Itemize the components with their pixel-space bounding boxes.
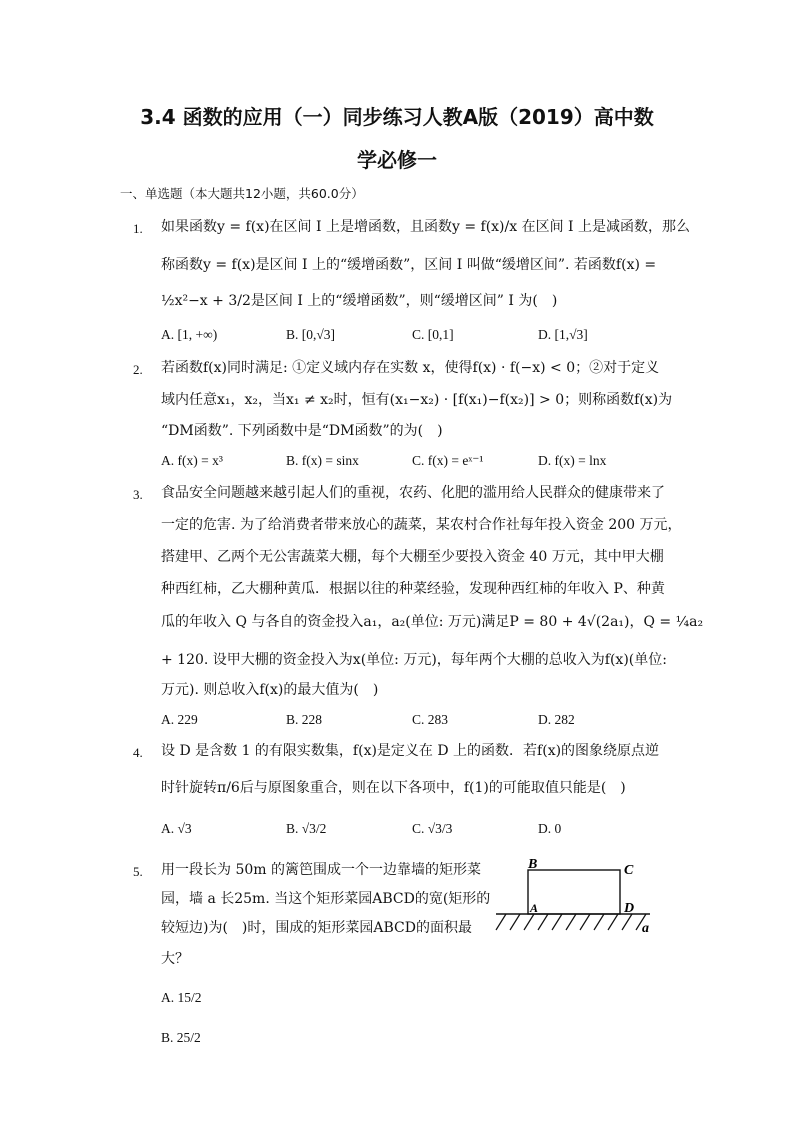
q3-line: 万元). 则总收入f(x)的最大值为( ) [161,682,379,698]
q4-line1: 设 D 是含数 1 的有限实数集，f(x)是定义在 D 上的函数．若f(x)的图象绕原点逆 [161,743,660,759]
q4-option-d[interactable]: D. 0 [538,821,562,836]
label-a: A [530,901,539,915]
q4-option-a[interactable]: A. √3 [161,821,192,836]
q3-line: 食品安全问题越来越引起人们的重视，农药、化肥的滥用给人民群众的健康带来了 [161,485,665,501]
q2-option-a[interactable]: A. f(x) = x³ [161,453,223,468]
q5-option-b[interactable]: B. 25/2 [161,1030,201,1045]
q1-option-c[interactable]: C. [0,1] [412,327,454,342]
q5-line: 园，墙 a 长25m. 当这个矩形菜园ABCD的宽(矩形的 [161,891,491,907]
label-wall-a: a [642,921,649,936]
q4-option-b[interactable]: B. √3/2 [286,821,327,836]
wall-hatching [496,914,646,930]
q4-option-c[interactable]: C. √3/3 [412,821,453,836]
q5-line: 用一段长为 50m 的篱笆围成一个一边靠墙的矩形菜 [161,862,481,878]
q1-line3: ½x²−x + 3/2是区间 I 上的“缓增函数”，则“缓增区间” I 为( ) [161,293,558,309]
q3-option-a[interactable]: A. 229 [161,712,198,727]
q4-number: 4. [133,745,143,760]
q2-option-b[interactable]: B. f(x) = sinx [286,453,359,468]
q1-option-b[interactable]: B. [0,√3] [286,327,336,342]
q3-option-c[interactable]: C. 283 [412,712,449,727]
q2-option-c[interactable]: C. f(x) = eˣ⁻¹ [412,453,484,468]
q2-line1: 若函数f(x)同时满足: ①定义域内存在实数 x，使得f(x) · f(−x) < 0；②对于定义 [161,360,660,376]
q1-option-d[interactable]: D. [1,√3] [538,327,588,342]
rectangle-garden-diagram [492,852,662,936]
label-c: C [624,863,634,878]
q1-number: 1. [133,221,143,236]
q5-option-a[interactable]: A. 15/2 [161,990,202,1005]
q1-line1: 如果函数y = f(x)在区间 I 上是增函数，且函数y = f(x)/x 在区间 I 上是减函数，那么 [161,219,691,235]
q3-line: 瓜的年收入 Q 与各自的资金投入a₁，a₂(单位: 万元)满足P = 80 + 4√(2a₁)，Q = ¼a₂ [161,614,704,630]
q3-line: 种西红柿，乙大棚种黄瓜．根据以往的种菜经验，发现种西红柿的年收入 P、种黄 [161,581,665,597]
q3-line: 搭建甲、乙两个无公害蔬菜大棚，每个大棚至少要投入资金 40 万元，其中甲大棚 [161,549,664,565]
q2-option-d[interactable]: D. f(x) = lnx [538,453,607,468]
q3-option-d[interactable]: D. 282 [538,712,575,727]
page-title-line2: 学必修一 [357,148,437,172]
q5-line: 较短边)为( )时，围成的矩形菜园ABCD的面积最 [161,920,472,936]
label-d: D [624,901,635,916]
garden-rectangle [528,870,620,914]
q3-number: 3. [133,487,143,502]
q2-line3: “DM函数”. 下列函数中是“DM函数”的为( ) [161,423,443,439]
section-heading: 一、单选题（本大题共12小题，共60.0分） [120,186,364,201]
label-b: B [528,857,538,872]
q1-line2: 称函数y = f(x)是区间 I 上的“缓增函数”，区间 I 叫做“缓增区间”. 若函数f(x) = [161,257,657,273]
q2-line2: 域内任意x₁，x₂，当x₁ ≠ x₂时，恒有(x₁−x₂) · [f(x₁)−f(x₂)] > 0；则称函数f(x)为 [161,392,673,408]
q1-option-a[interactable]: A. [1, +∞) [161,327,218,342]
q3-line: 一定的危害. 为了给消费者带来放心的蔬菜，某农村合作社每年投入资金 200 万元， [161,517,682,533]
q2-number: 2. [133,362,143,377]
q3-line: + 120. 设甲大棚的资金投入为x(单位: 万元)，每年两个大棚的总收入为f(x)(单位: [161,652,667,668]
q3-option-b[interactable]: B. 228 [286,712,323,727]
page-title-line1: 3.4 函数的应用（一）同步练习人教A版（2019）高中数 [140,105,654,129]
q4-line2: 时针旋转π/6后与原图象重合，则在以下各项中，f(1)的可能取值只能是( ) [161,780,626,796]
q5-line: 大？ [161,951,189,967]
q5-number: 5. [133,864,143,879]
